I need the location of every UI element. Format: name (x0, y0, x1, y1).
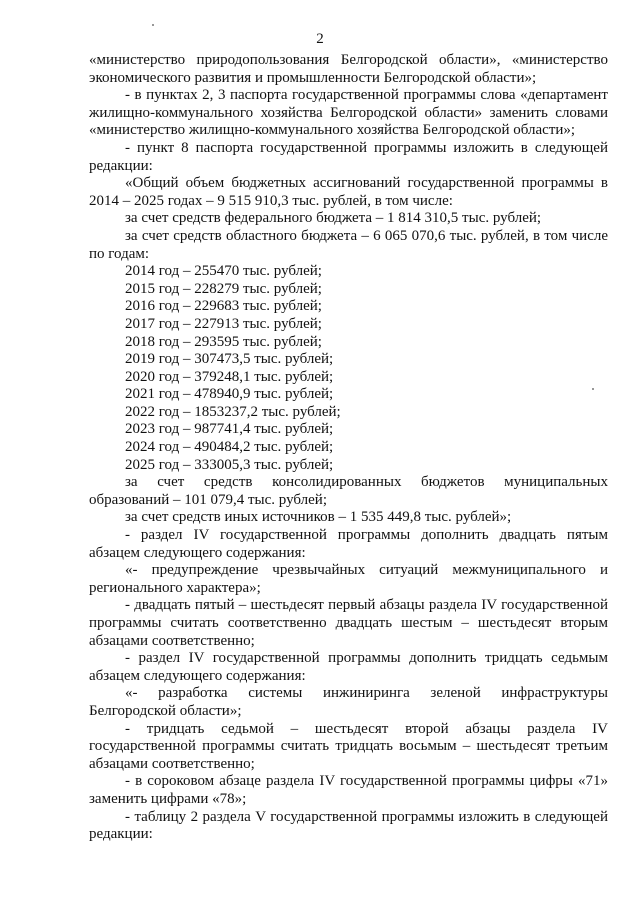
paragraph: - пункт 8 паспорта государственной программы изложить в следующей редакции: (89, 139, 608, 174)
paragraph: «министерство природопользования Белгородской области», «министерство экономического развития и промышленности Белгородской области»; (89, 52, 608, 86)
paragraph: - таблицу 2 раздела V государственной программы изложить в следующей редакции: (89, 808, 608, 843)
yearly-funding-list (89, 263, 608, 474)
paragraph: за счет средств федерального бюджета – 1 814 310,5 тыс. рублей; (125, 210, 542, 227)
year-line: 2015 год – 228279 тыс. рублей; (125, 280, 322, 297)
paragraph: «Общий объем бюджетных ассигнований государственной программы в 2014 – 2025 годах – 9 515 910,3 тыс. рублей, в том числе: (89, 175, 608, 209)
year-line: 2021 год – 478940,9 тыс. рублей; (125, 386, 334, 403)
paragraph: - раздел IV государственной программы дополнить двадцать пятым абзацем следующего содержания: (89, 527, 608, 561)
paragraph: - раздел IV государственной программы дополнить тридцать седьмым абзацем следующего содержания: (89, 650, 608, 684)
page-number: 2 (316, 31, 324, 47)
paragraph: «- предупреждение чрезвычайных ситуаций межмуниципального и регионального характера»; (89, 562, 608, 596)
year-line: 2018 год – 293595 тыс. рублей; (125, 333, 322, 350)
paragraph: за счет средств консолидированных бюджетов муниципальных образований – 101 079,4 тыс. рублей; (89, 474, 608, 508)
year-line: 2023 год – 987741,4 тыс. рублей; (125, 421, 334, 438)
paragraph: за счет средств иных источников – 1 535 449,8 тыс. рублей»; (125, 509, 512, 526)
paragraph: за счет средств областного бюджета – 6 065 070,6 тыс. рублей, в том числе по годам: (89, 227, 608, 262)
year-line: 2022 год – 1853237,2 тыс. рублей; (125, 403, 341, 420)
year-line: 2020 год – 379248,1 тыс. рублей; (125, 368, 334, 385)
year-line: 2024 год – 490484,2 тыс. рублей; (125, 439, 334, 456)
year-line: 2019 год – 307473,5 тыс. рублей; (125, 351, 334, 368)
paragraph: - в сороковом абзаце раздела IV государственной программы цифры «71» заменить цифрами «78»; (89, 773, 608, 807)
scan-speck (152, 24, 154, 26)
document-body (89, 52, 608, 844)
paragraph: - двадцать пятый – шестьдесят первый абзацы раздела IV государственной программы считать соответственно двадцать шестым – шестьдесят вторым абзацами соответственно; (89, 597, 608, 649)
paragraph: «- разработка системы инжиниринга зеленой инфраструктуры Белгородской области»; (89, 685, 608, 719)
year-line: 2016 год – 229683 тыс. рублей; (125, 298, 322, 315)
year-line: 2017 год – 227913 тыс. рублей; (125, 315, 322, 332)
paragraph: - в пунктах 2, 3 паспорта государственной программы слова «департамент жилищно-коммунального хозяйства Белгородской области» заменить словами «министерство жилищно-коммунального хозяйства Белгородской области»; (89, 87, 608, 139)
paragraph: - тридцать седьмой – шестьдесят второй абзацы раздела IV государственной программы считать тридцать восьмым – шестьдесят третьим абзацами соответственно; (89, 720, 608, 772)
year-line: 2014 год – 255470 тыс. рублей; (125, 263, 322, 280)
year-line: 2025 год – 333005,3 тыс. рублей; (125, 456, 334, 473)
